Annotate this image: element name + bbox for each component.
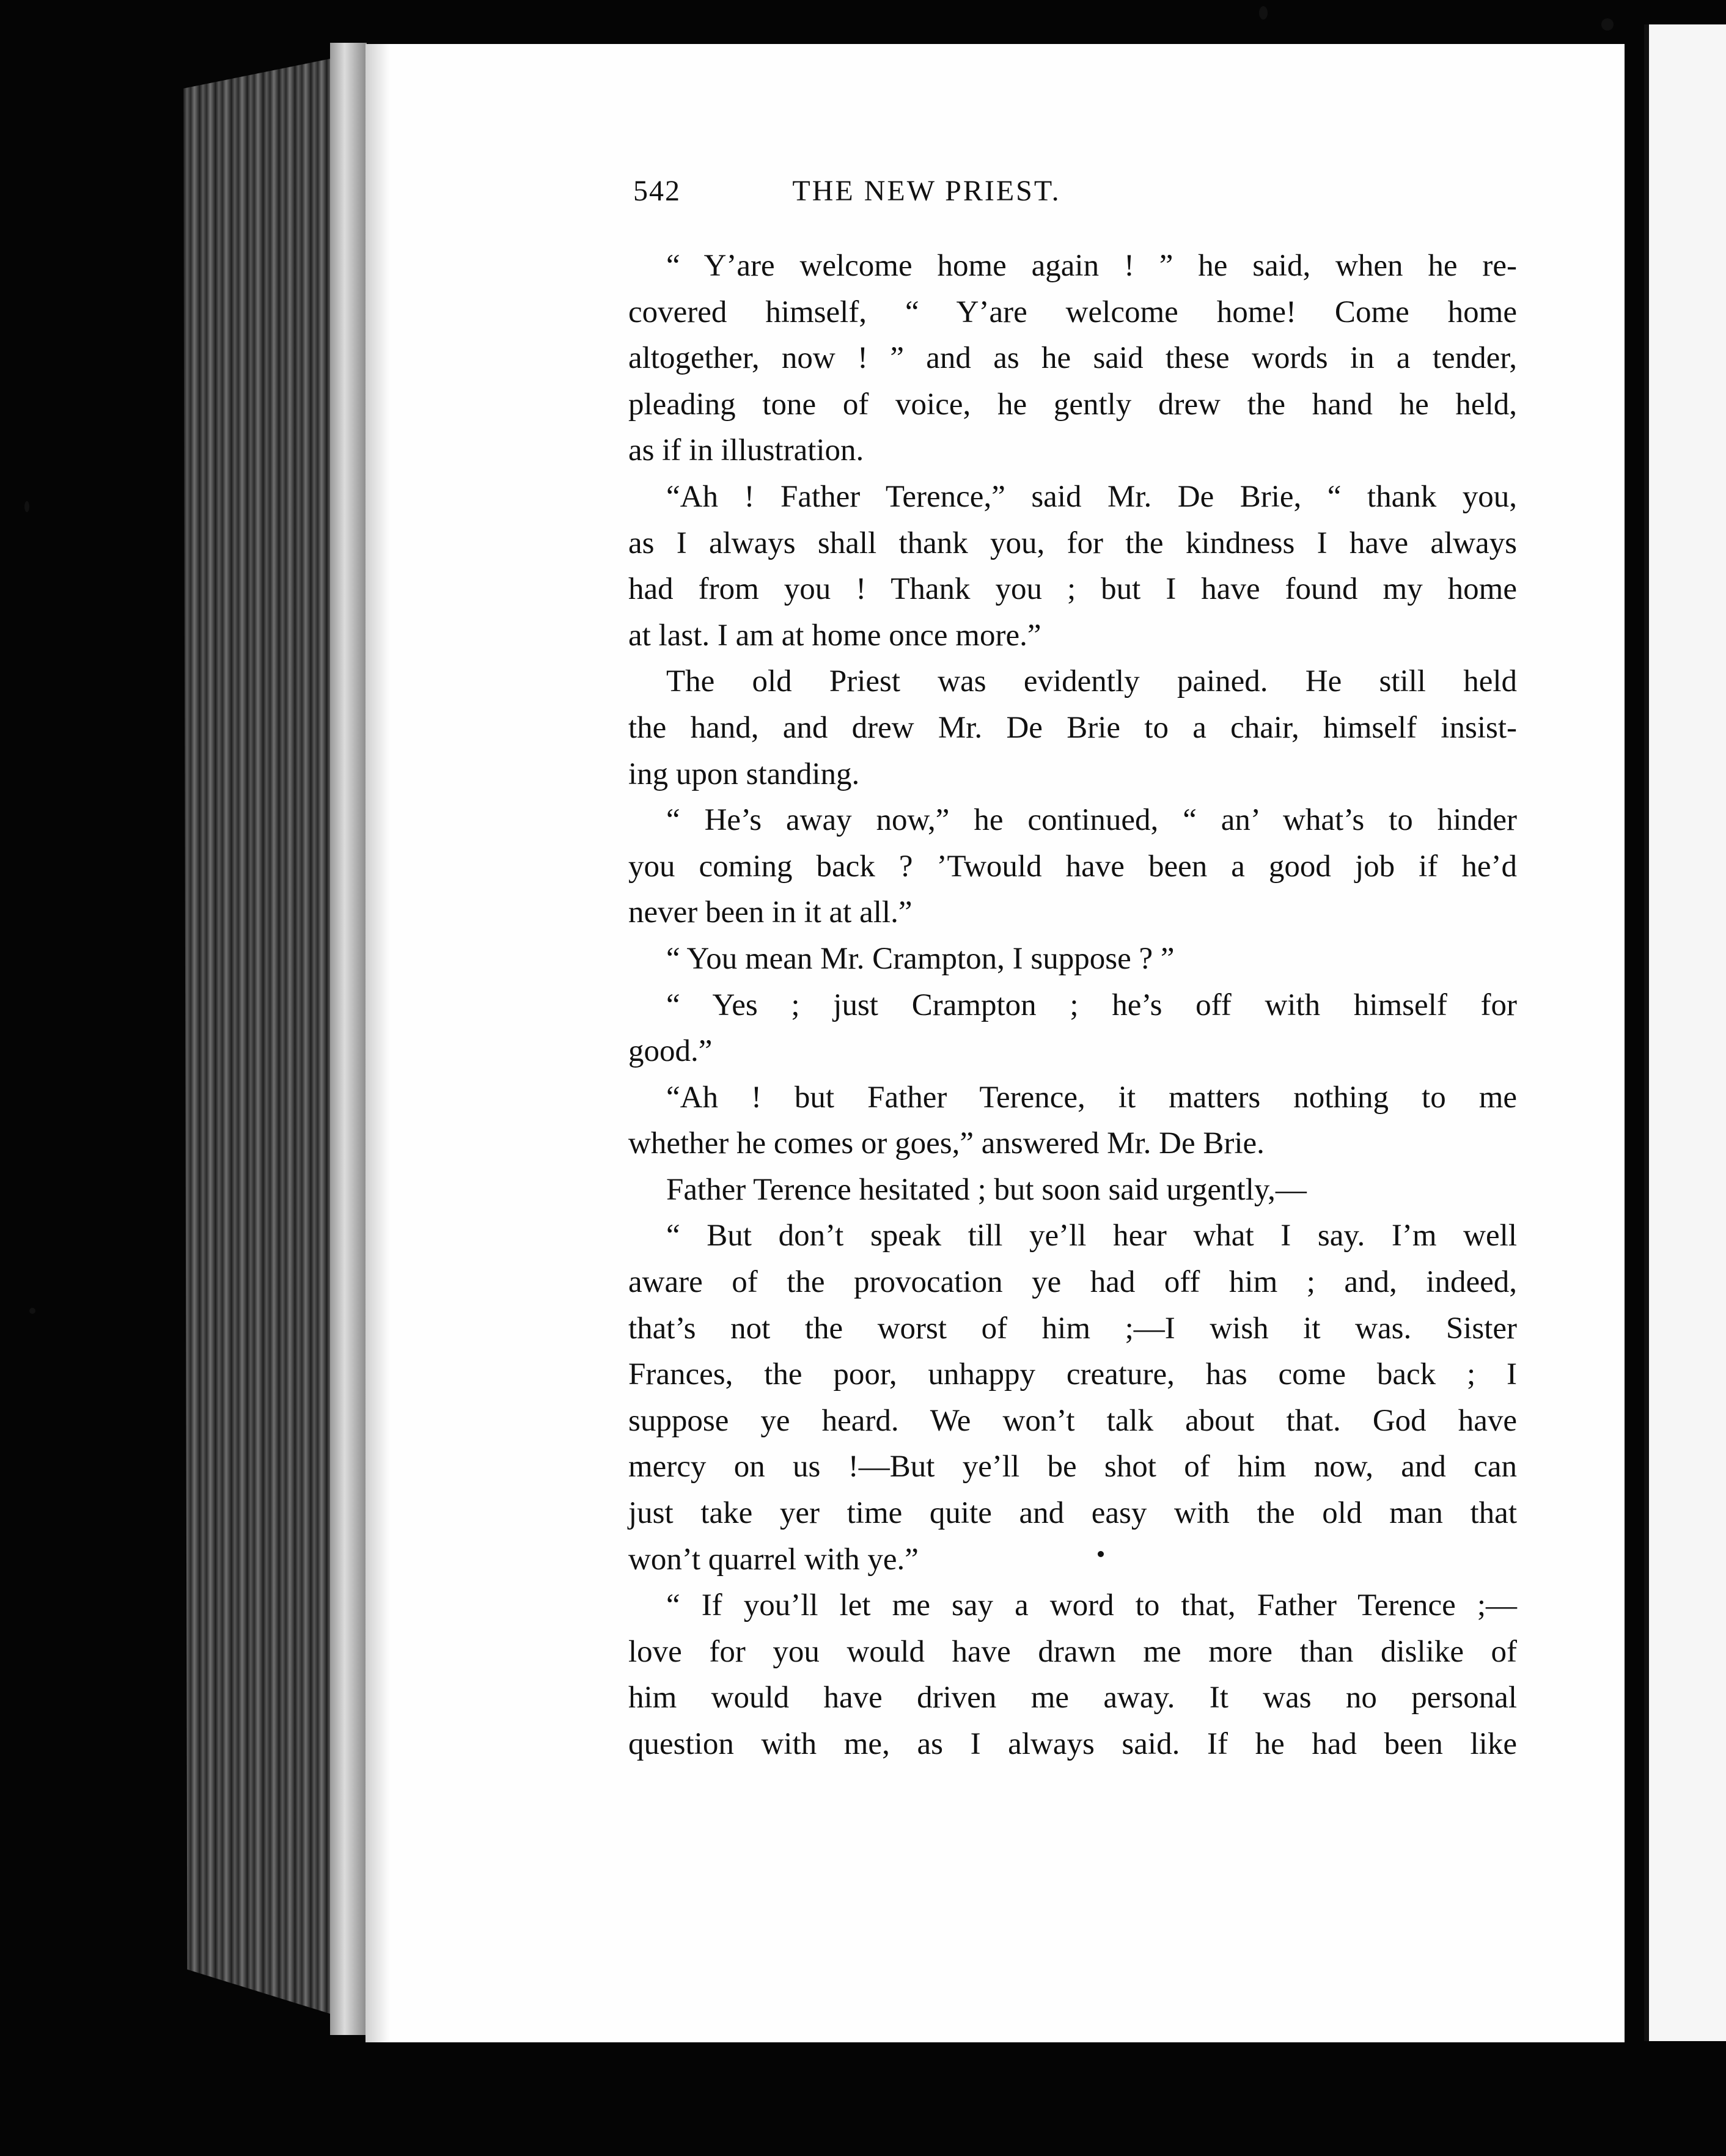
text-line: “ But don’t speak till ye’ll hear what I say. I’m well [666, 1219, 1517, 1253]
running-title: THE NEW PRIEST. [792, 175, 1061, 207]
text-line: that’s not the worst of him ;—I wish it was. Sister [628, 1311, 1517, 1346]
text-line: good.” [628, 1034, 713, 1069]
text-line: suppose ye heard. We won’t talk about that. God have [628, 1403, 1517, 1438]
facing-page-edge [1644, 24, 1726, 2041]
text-line: won’t quarrel with ye.” [628, 1542, 919, 1577]
text-line: him would have driven me away. It was no personal [628, 1681, 1517, 1715]
text-line: covered himself, “ Y’are welcome home! Come home [628, 295, 1517, 329]
scan-speck [29, 1308, 35, 1314]
text-line: “ You mean Mr. Crampton, I suppose ? ” [666, 941, 1175, 976]
page-header [633, 174, 1226, 217]
text-line: love for you would have drawn me more than dislike of [628, 1634, 1517, 1669]
text-line: “ If you’ll let me say a word to that, Father Terence ;— [666, 1588, 1517, 1623]
text-line: the hand, and drew Mr. De Brie to a chair, himself insist- [628, 710, 1517, 745]
page-stack-edge [330, 43, 367, 2035]
text-line: aware of the provocation ye had off him ; and, indeed, [628, 1265, 1517, 1300]
text-line: “ Yes ; just Crampton ; he’s off with himself for [666, 988, 1517, 1022]
text-line: ing upon standing. [628, 757, 860, 791]
text-line: Frances, the poor, unhappy creature, has come back ; I [628, 1357, 1517, 1392]
scan-speck [1098, 1551, 1104, 1557]
text-line: as if in illustration. [628, 433, 864, 468]
text-line: “Ah ! Father Terence,” said Mr. De Brie, “ thank you, [666, 479, 1517, 514]
scan-speck [1259, 6, 1268, 20]
text-line: at last. I am at home once more.” [628, 618, 1041, 653]
text-line: “Ah ! but Father Terence, it matters nothing to me [666, 1080, 1517, 1115]
text-line: Father Terence hesitated ; but soon said urgently,— [666, 1172, 1307, 1207]
text-line: question with me, as I always said. If he had been like [628, 1727, 1517, 1761]
text-line: whether he comes or goes,” answered Mr. De Brie. [628, 1126, 1265, 1161]
text-line: altogether, now ! ” and as he said these words in a tender, [628, 341, 1517, 376]
body-text [628, 243, 1517, 1783]
text-line: you coming back ? ’Twould have been a good job if he’d [628, 849, 1517, 884]
text-line: The old Priest was evidently pained. He still held [666, 664, 1517, 699]
text-line: had from you ! Thank you ; but I have found my home [628, 572, 1517, 607]
text-line: “ He’s away now,” he continued, “ an’ what’s to hinder [666, 803, 1517, 838]
text-line: just take yer time quite and easy with the old man that [628, 1496, 1517, 1531]
text-line: as I always shall thank you, for the kindness I have always [628, 526, 1517, 560]
text-line: never been in it at all.” [628, 895, 913, 930]
text-line: “ Y’are welcome home again ! ” he said, when he re- [666, 249, 1517, 283]
text-line: pleading tone of voice, he gently drew the hand he held, [628, 387, 1517, 422]
scan-speck [1601, 18, 1614, 31]
page-number: 542 [633, 175, 681, 207]
scan-speck [24, 501, 29, 512]
text-line: mercy on us !—But ye’ll be shot of him now, and can [628, 1450, 1517, 1484]
gutter-shadow [365, 44, 390, 2042]
